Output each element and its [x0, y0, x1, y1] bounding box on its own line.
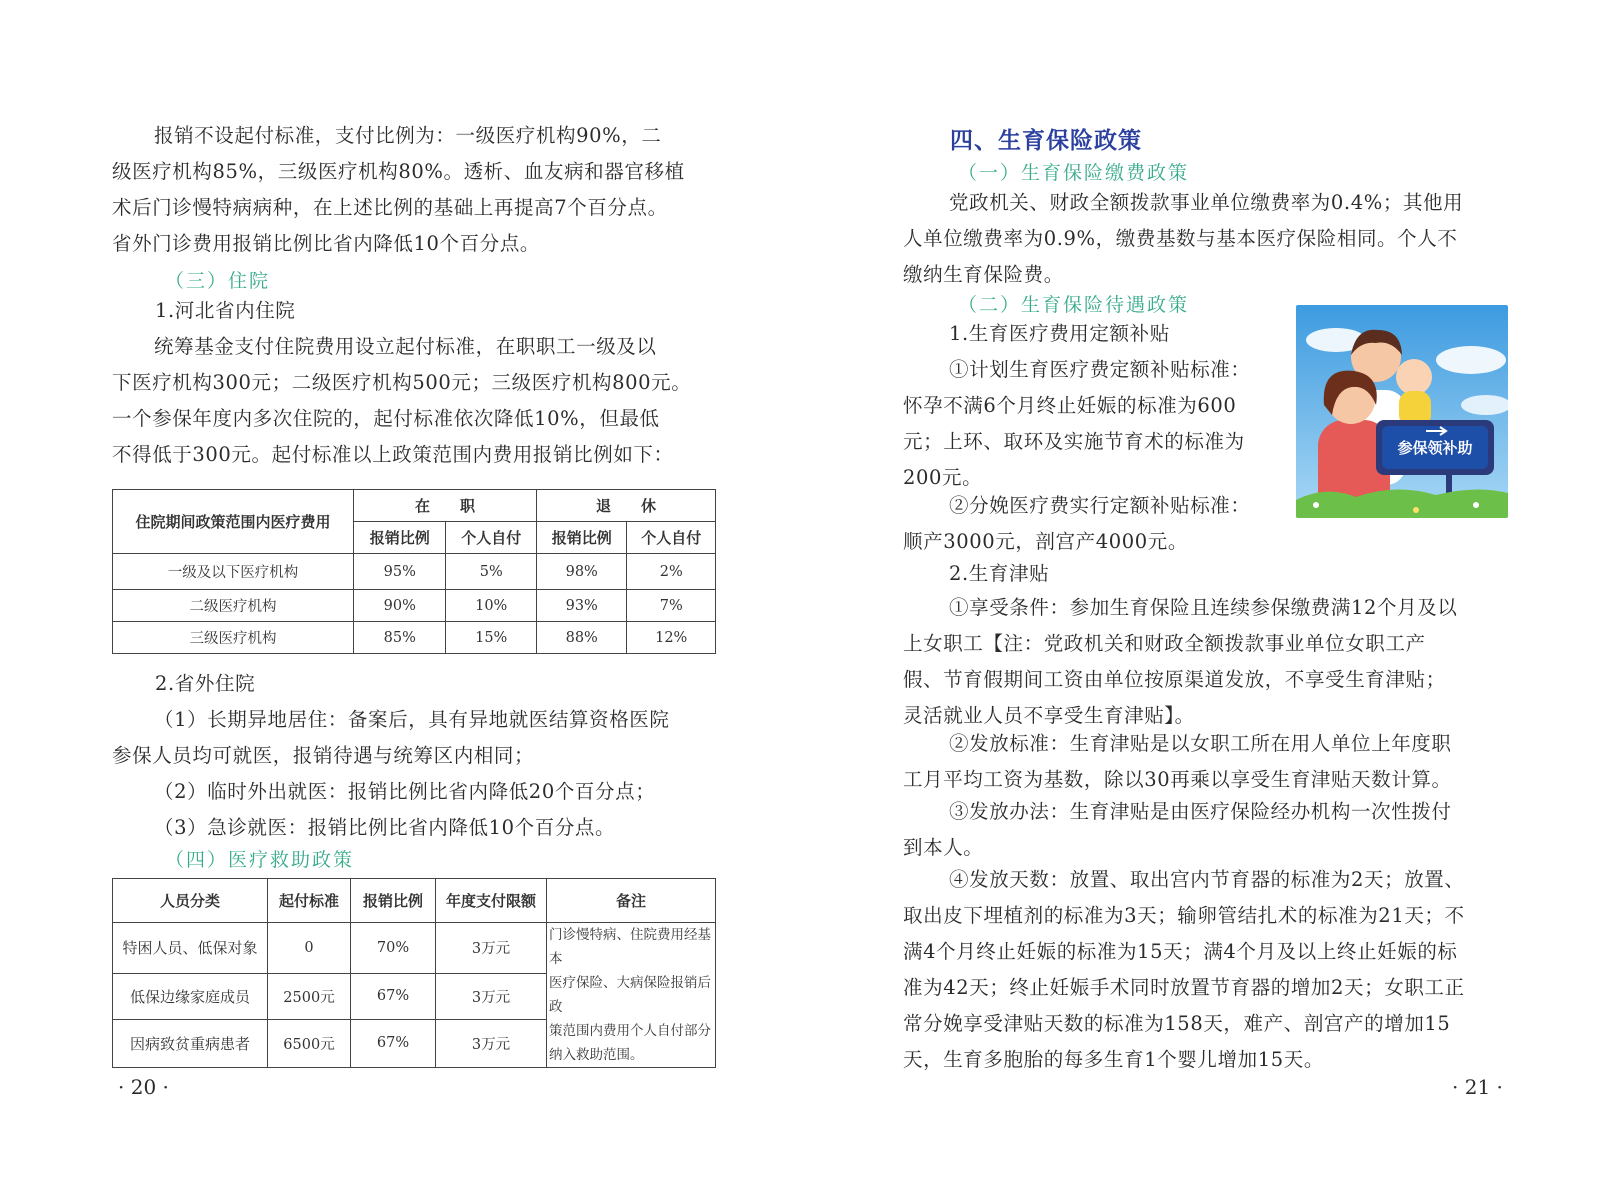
table-row: 一级及以下医疗机构 95% 5% 98% 2% [113, 554, 716, 590]
note-cell: 门诊慢特病、住院费用经基本 医疗保险、大病保险报销后政 策范围内费用个人自付部分 纳入救助范围。 [547, 923, 716, 1068]
table-header: 年度支付限额 [436, 879, 547, 923]
paragraph-long-term: （1）长期异地居住：备案后，具有异地就医结算资格医院 参保人员均可就医，报销待遇与统筹区内相同； [112, 708, 670, 767]
page-number: · 21 · [1452, 1075, 1503, 1099]
section-heading-contribution: （一）生育保险缴费政策 [958, 162, 1190, 184]
table-row: 二级医疗机构 90% 10% 93% 7% [113, 590, 716, 622]
page-number: · 20 · [118, 1075, 169, 1099]
paragraph-standard: ②发放标准：生育津贴是以女职工所在用人单位上年度职 工月平均工资为基数，除以30再乘以享受生育津贴天数计算。 [903, 732, 1452, 791]
table-row: 特困人员、低保对象 0 70% 3万元 门诊慢特病、住院费用经基本 医疗保险、大病保险报销后政 策范围内费用个人自付部分 纳入救助范围。 [113, 923, 716, 974]
subheading-maternity-allowance: 2.生育津贴 [949, 562, 1050, 585]
subheading-in-province: 1.河北省内住院 [155, 299, 296, 322]
section-title-maternity: 四、生育保险政策 [950, 128, 1142, 154]
table-header-retired: 退 休 [536, 490, 715, 522]
paragraph-delivery: ②分娩医疗费实行定额补贴标准： 顺产3000元，剖宫产4000元。 [903, 494, 1251, 553]
medical-aid-table [112, 878, 716, 1068]
table-header-ratio: 报销比例 [354, 522, 446, 554]
table-header-ratio: 报销比例 [536, 522, 626, 554]
table-header: 人员分类 [113, 879, 268, 923]
section-heading-hospitalization: （三）住院 [165, 270, 271, 292]
paragraph-outpatient-ratio: 报销不设起付标准，支付比例为：一级医疗机构90%，二 级医疗机构85%，三级医疗机构80%。透析、血友病和器官移植 术后门诊慢特病病种，在上述比例的基础上再提高7个百分点。 省外门诊费用报销比例比省内降低10个百分点。 [112, 124, 685, 255]
table-header: 备注 [547, 879, 716, 923]
table-row: 三级医疗机构 85% 15% 88% 12% [113, 622, 716, 654]
table-row: 低保边缘家庭成员 2500元 67% 3万元 [113, 973, 716, 1019]
subheading-fixed-subsidy: 1.生育医疗费用定额补贴 [949, 322, 1170, 345]
hospitalization-ratio-table [112, 489, 716, 654]
table-row: 因病致贫重病患者 6500元 67% 3万元 [113, 1019, 716, 1067]
paragraph-method: ③发放办法：生育津贴是由医疗保险经办机构一次性拨付 到本人。 [903, 800, 1452, 859]
paragraph-contribution: 党政机关、财政全额拨款事业单位缴费率为0.4%；其他用 人单位缴费率为0.9%，缴费基数与基本医疗保险相同。个人不 缴纳生育保险费。 [903, 191, 1464, 286]
table-header-employed: 在 职 [354, 490, 537, 522]
table-header-cost: 住院期间政策范围内医疗费用 [113, 490, 354, 554]
paragraph-temporary: （2）临时外出就医：报销比例比省内降低20个百分点； [154, 780, 656, 803]
left-page [0, 0, 810, 1180]
paragraph-deductible: 统筹基金支付住院费用设立起付标准，在职职工一级及以 下医疗机构300元；二级医疗机构500元；三级医疗机构800元。 一个参保年度内多次住院的，起付标准依次降低10%，但最低 不得低于300元。起付标准以上政策范围内费用报销比例如下： [112, 335, 692, 466]
paragraph-eligibility: ①享受条件：参加生育保险且连续参保缴费满12个月及以 上女职工【注：党政机关和财政全额拨款事业单位女职工产 假、节育假期间工资由单位按原渠道发放，不享受生育津贴； 灵活就业人员不享受生育津贴】。 [903, 596, 1458, 727]
family-illustration-image [1296, 305, 1508, 518]
table-header-self-pay: 个人自付 [627, 522, 716, 554]
paragraph-emergency: （3）急诊就医：报销比例比省内降低10个百分点。 [154, 816, 616, 839]
subheading-out-province: 2.省外住院 [155, 672, 256, 695]
table-header: 报销比例 [351, 879, 436, 923]
paragraph-days: ④发放天数：放置、取出宫内节育器的标准为2天；放置、 取出皮下埋植剂的标准为3天；输卵管结扎术的标准为21天；不 满4个月终止妊娠的标准为15天；满4个月及以上终止妊娠的标 准为42天；终止妊娠手术同时放置节育器的增加2天；女职工正 常分娩享受津贴天数的标准为158天，难产、剖宫产的增加15 天，生育多胞胎的每多生育1个婴儿增加15天。 [903, 868, 1465, 1071]
section-heading-medical-aid: （四）医疗救助政策 [165, 849, 355, 871]
family-illustration [1296, 305, 1508, 518]
table-header: 起付标准 [268, 879, 351, 923]
table-header-self-pay: 个人自付 [446, 522, 536, 554]
sign-label: 参保领补助 [1397, 439, 1473, 457]
paragraph-family-planning: ①计划生育医疗费定额补贴标准： 怀孕不满6个月终止妊娠的标准为600 元；上环、取环及实施节育术的标准为 200元。 [903, 358, 1251, 489]
section-heading-benefits: （二）生育保险待遇政策 [958, 294, 1190, 316]
